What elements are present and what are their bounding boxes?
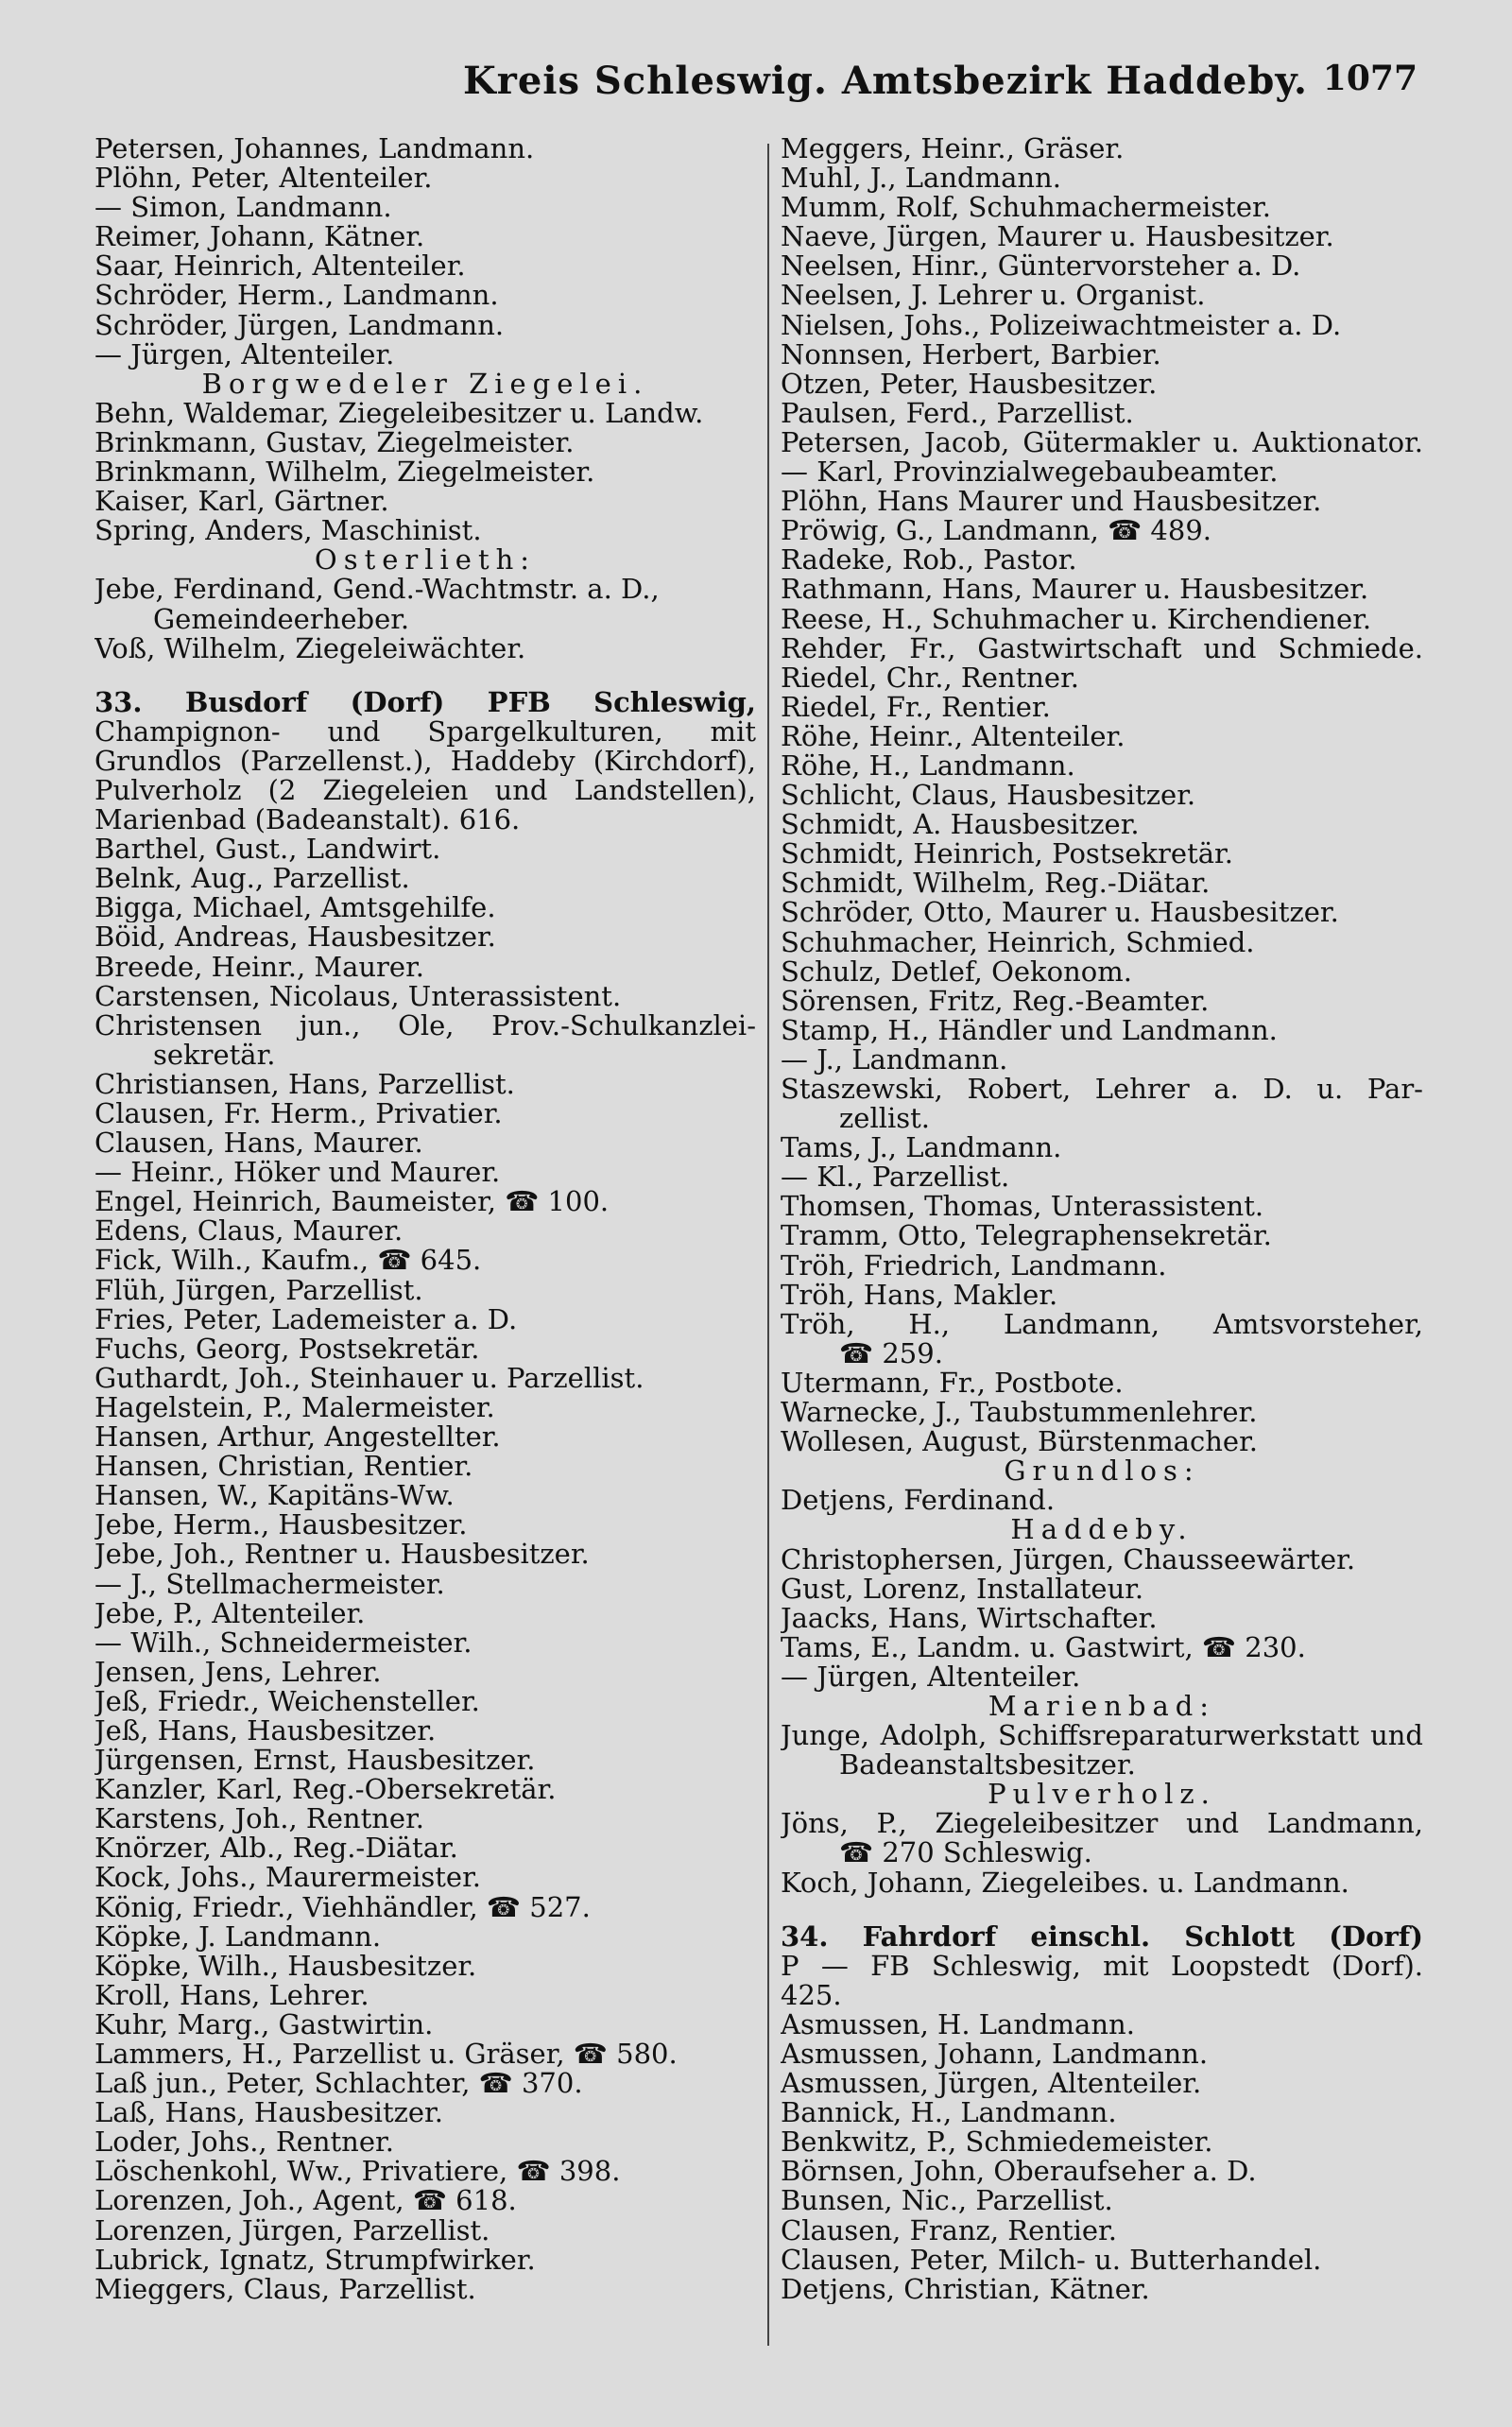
directory-entry: Hagelstein, P., Malermeister. — [94, 1392, 495, 1423]
directory-entry: Behn, Waldemar, Ziegeleibesitzer u. Landw. — [94, 398, 704, 428]
directory-entry: Rathmann, Hans, Maurer u. Hausbesitzer. — [781, 575, 1369, 605]
directory-entry: 34. Fahrdorf einschl. Schlott (Dorf) — [781, 1921, 1423, 1952]
directory-entry: Borgwedeler Ziegelei. — [201, 369, 649, 399]
directory-entry: Gust, Lorenz, Installateur. — [781, 1574, 1144, 1604]
directory-entry: Petersen, Jacob, Gütermakler u. Auktionator. — [781, 427, 1423, 458]
directory-entry: ☎ 270 Schleswig. — [839, 1838, 1092, 1868]
directory-entry: Plöhn, Hans Maurer und Hausbesitzer. — [781, 487, 1322, 517]
directory-entry: Osterlieth: — [314, 545, 537, 576]
directory-entry: Pulverholz (2 Ziegeleien und Landstellen), — [94, 775, 756, 806]
directory-entry: — Simon, Landmann. — [94, 193, 392, 223]
directory-entry: Clausen, Peter, Milch- u. Butterhandel. — [781, 2245, 1322, 2275]
directory-entry: Tröh, Hans, Makler. — [781, 1280, 1058, 1310]
directory-entry: Schulz, Detlef, Oekonom. — [781, 956, 1132, 987]
directory-entry: Jürgensen, Ernst, Hausbesitzer. — [94, 1746, 536, 1776]
directory-entry: Sörensen, Fritz, Reg.-Beamter. — [781, 986, 1210, 1016]
directory-entry: Mieggers, Claus, Parzellist. — [94, 2274, 476, 2304]
directory-entry: Jebe, P., Altenteiler. — [94, 1598, 366, 1628]
directory-entry: ☎ 259. — [839, 1338, 943, 1368]
directory-entry: Laß, Hans, Hausbesitzer. — [94, 2098, 443, 2128]
directory-entry: Köpke, J. Landmann. — [94, 1921, 382, 1952]
directory-entry: Reimer, Johann, Kätner. — [94, 222, 425, 252]
directory-entry: Hansen, Christian, Rentier. — [94, 1452, 473, 1482]
directory-entry: Pulverholz. — [988, 1780, 1216, 1810]
directory-entry: Riedel, Chr., Rentner. — [781, 663, 1079, 693]
directory-entry: Jebe, Herm., Hausbesitzer. — [94, 1510, 468, 1541]
directory-entry: Jaacks, Hans, Wirtschafter. — [781, 1603, 1158, 1633]
directory-entry: Schröder, Herm., Landmann. — [94, 281, 499, 311]
directory-entry: Breede, Heinr., Maurer. — [94, 952, 424, 982]
directory-entry: Wollesen, August, Bürstenmacher. — [781, 1427, 1258, 1457]
left-column — [94, 134, 756, 2304]
directory-entry: Bannick, H., Landmann. — [781, 2098, 1117, 2128]
directory-entry: Reese, H., Schuhmacher u. Kirchendiener. — [781, 604, 1372, 634]
directory-entry: 425. — [781, 1980, 842, 2010]
directory-entry: Jöns, P., Ziegeleibesitzer und Landmann, — [781, 1809, 1423, 1839]
directory-entry: Thomsen, Thomas, Unterassistent. — [781, 1192, 1264, 1222]
directory-entry: Stamp, H., Händler und Landmann. — [781, 1015, 1278, 1045]
directory-entry: Kaiser, Karl, Gärtner. — [94, 487, 389, 517]
directory-entry: Köpke, Wilh., Hausbesitzer. — [94, 1951, 477, 1981]
directory-entry: Kanzler, Karl, Reg.-Obersekretär. — [94, 1775, 557, 1805]
directory-entry: Marienbad (Badeanstalt). 616. — [94, 805, 521, 835]
directory-entry: Knörzer, Alb., Reg.-Diätar. — [94, 1833, 458, 1864]
directory-entry: — Heinr., Höker und Maurer. — [94, 1158, 501, 1188]
directory-entry: Meggers, Heinr., Gräser. — [781, 134, 1125, 164]
directory-entry: Koch, Johann, Ziegeleibes. u. Landmann. — [781, 1868, 1349, 1898]
directory-entry: — Jürgen, Altenteiler. — [94, 339, 395, 370]
directory-entry: Paulsen, Ferd., Parzellist. — [781, 398, 1134, 428]
directory-entry: Tröh, Friedrich, Landmann. — [781, 1250, 1167, 1281]
directory-entry: Karstens, Joh., Rentner. — [94, 1804, 424, 1834]
directory-entry: Spring, Anders, Maschinist. — [94, 516, 482, 546]
directory-entry: Röhe, Heinr., Altenteiler. — [781, 721, 1125, 751]
directory-entry: — Kl., Parzellist. — [781, 1162, 1010, 1193]
directory-entry: Kock, Johs., Maurermeister. — [94, 1863, 481, 1893]
directory-entry: Brinkmann, Gustav, Ziegelmeister. — [94, 427, 575, 458]
directory-entry: Marienbad: — [988, 1691, 1216, 1722]
directory-entry: Schmidt, Heinrich, Postsekretär. — [781, 839, 1233, 869]
directory-entry: Clausen, Fr. Herm., Privatier. — [94, 1099, 503, 1129]
directory-entry: Lorenzen, Jürgen, Parzellist. — [94, 2215, 490, 2246]
directory-entry: Petersen, Johannes, Landmann. — [94, 134, 535, 164]
directory-entry: Nonnsen, Herbert, Barbier. — [781, 339, 1161, 370]
directory-entry: Asmussen, H. Landmann. — [781, 2009, 1135, 2040]
directory-entry: P — FB Schleswig, mit Loopstedt (Dorf). — [781, 1951, 1423, 1981]
directory-entry: Brinkmann, Wilhelm, Ziegelmeister. — [94, 457, 595, 488]
directory-entry: Clausen, Hans, Maurer. — [94, 1128, 423, 1159]
directory-entry: 33. Busdorf (Dorf) PFB Schleswig, — [94, 687, 756, 717]
directory-entry: Guthardt, Joh., Steinhauer u. Parzellist. — [94, 1363, 644, 1393]
directory-entry: Tröh, H., Landmann, Amtsvorsteher, — [781, 1309, 1423, 1339]
directory-entry: Edens, Claus, Maurer. — [94, 1216, 404, 1247]
directory-entry: Belnk, Aug., Parzellist. — [94, 864, 410, 894]
directory-entry: Neelsen, J. Lehrer u. Organist. — [781, 281, 1206, 311]
directory-entry: Grundlos: — [1004, 1456, 1200, 1487]
directory-entry: Haddeby. — [1010, 1515, 1194, 1545]
directory-entry: Jebe, Ferdinand, Gend.-Wachtmstr. a. D., — [94, 575, 660, 605]
directory-entry: Hansen, W., Kapitäns-Ww. — [94, 1481, 455, 1511]
directory-entry: — Jürgen, Altenteiler. — [781, 1661, 1081, 1692]
directory-entry: Rehder, Fr., Gastwirtschaft und Schmiede. — [781, 633, 1423, 663]
directory-entry: Saar, Heinrich, Altenteiler. — [94, 251, 466, 282]
directory-entry: Radeke, Rob., Pastor. — [781, 545, 1077, 576]
directory-entry: Christiansen, Hans, Parzellist. — [94, 1069, 515, 1099]
directory-entry: Asmussen, Johann, Landmann. — [781, 2040, 1209, 2070]
directory-entry: Jeß, Friedr., Weichensteller. — [94, 1686, 480, 1716]
directory-entry: Gemeindeerheber. — [153, 604, 410, 634]
directory-entry: Riedel, Fr., Rentier. — [781, 692, 1051, 722]
directory-entry: Barthel, Gust., Landwirt. — [94, 835, 441, 865]
directory-entry: Kroll, Hans, Lehrer. — [94, 1980, 369, 2010]
page-header — [94, 59, 1418, 115]
directory-entry: Utermann, Fr., Postbote. — [781, 1368, 1124, 1399]
directory-entry: Laß jun., Peter, Schlachter, ☎ 370. — [94, 2069, 583, 2099]
directory-entry: Lorenzen, Joh., Agent, ☎ 618. — [94, 2186, 517, 2216]
directory-entry: Pröwig, G., Landmann, ☎ 489. — [781, 516, 1211, 546]
directory-entry: Tramm, Otto, Telegraphensekretär. — [781, 1221, 1272, 1251]
directory-entry: Otzen, Peter, Hausbesitzer. — [781, 369, 1158, 399]
directory-entry: sekretär. — [153, 1040, 276, 1070]
directory-entry: — Karl, Provinzialwegebaubeamter. — [781, 457, 1279, 488]
directory-entry: Detjens, Ferdinand. — [781, 1486, 1056, 1516]
directory-entry: Flüh, Jürgen, Parzellist. — [94, 1275, 423, 1305]
directory-entry: Fuchs, Georg, Postsekretär. — [94, 1334, 480, 1364]
directory-entry: Warnecke, J., Taubstummenlehrer. — [781, 1398, 1258, 1428]
directory-entry: Christensen jun., Ole, Prov.-Schulkanzlei- — [94, 1010, 756, 1041]
directory-entry: Neelsen, Hinr., Güntervorsteher a. D. — [781, 251, 1301, 282]
directory-entry: Junge, Adolph, Schiffsreparaturwerkstatt und — [781, 1721, 1423, 1751]
directory-entry: Jebe, Joh., Rentner u. Hausbesitzer. — [94, 1540, 590, 1570]
directory-entry: Schmidt, Wilhelm, Reg.-Diätar. — [781, 869, 1211, 899]
directory-entry: — Wilh., Schneidermeister. — [94, 1627, 472, 1658]
column-divider — [767, 144, 769, 2346]
directory-entry: Schuhmacher, Heinrich, Schmied. — [781, 927, 1255, 957]
directory-entry: Jeß, Hans, Hausbesitzer. — [94, 1715, 437, 1747]
directory-entry: König, Friedr., Viehhändler, ☎ 527. — [94, 1892, 591, 1922]
directory-entry: Fries, Peter, Lademeister a. D. — [94, 1304, 518, 1334]
directory-entry: Jensen, Jens, Lehrer. — [94, 1657, 382, 1687]
directory-entry: Loder, Johs., Rentner. — [94, 2127, 394, 2158]
directory-entry: Engel, Heinrich, Baumeister, ☎ 100. — [94, 1187, 610, 1217]
directory-entry: Bigga, Michael, Amtsgehilfe. — [94, 893, 496, 923]
page-number: 1077 — [1322, 59, 1418, 98]
directory-entry: Clausen, Franz, Rentier. — [781, 2215, 1117, 2246]
directory-entry: Plöhn, Peter, Altenteiler. — [94, 164, 433, 194]
directory-entry: Mumm, Rolf, Schuhmachermeister. — [781, 193, 1271, 223]
directory-entry: Böid, Andreas, Hausbesitzer. — [94, 922, 496, 953]
directory-entry: Lammers, H., Parzellist u. Gräser, ☎ 580. — [94, 2040, 678, 2070]
directory-entry: Schröder, Jürgen, Landmann. — [94, 310, 505, 340]
directory-entry: Schlicht, Claus, Hausbesitzer. — [781, 781, 1196, 811]
directory-entry: Detjens, Christian, Kätner. — [781, 2274, 1150, 2304]
directory-entry: Tams, J., Landmann. — [781, 1133, 1062, 1163]
directory-entry: Champignon- und Spargelkulturen, mit — [94, 716, 756, 747]
directory-entry: Löschenkohl, Ww., Privatiere, ☎ 398. — [94, 2157, 621, 2187]
directory-entry: Fick, Wilh., Kaufm., ☎ 645. — [94, 1246, 482, 1276]
directory-entry: Staszewski, Robert, Lehrer a. D. u. Par- — [781, 1075, 1423, 1105]
directory-entry: Christophersen, Jürgen, Chausseewärter. — [781, 1544, 1356, 1575]
directory-entry: Nielsen, Johs., Polizeiwachtmeister a. D. — [781, 310, 1342, 340]
directory-entry: zellist. — [839, 1104, 931, 1134]
directory-entry: Benkwitz, P., Schmiedemeister. — [781, 2127, 1213, 2158]
directory-entry: Kuhr, Marg., Gastwirtin. — [94, 2009, 434, 2040]
directory-entry: Carstensen, Nicolaus, Unterassistent. — [94, 981, 622, 1011]
running-title: Kreis Schleswig. Amtsbezirk Haddeby. — [463, 59, 1308, 103]
directory-entry: Muhl, J., Landmann. — [781, 164, 1061, 194]
directory-entry: Börnsen, John, Oberaufseher a. D. — [781, 2157, 1257, 2187]
directory-entry: Röhe, H., Landmann. — [781, 750, 1075, 782]
directory-entry: Schmidt, A. Hausbesitzer. — [781, 810, 1140, 840]
directory-entry: — J., Stellmachermeister. — [94, 1569, 445, 1599]
directory-entry: Voß, Wilhelm, Ziegeleiwächter. — [94, 633, 526, 663]
directory-entry: Lubrick, Ignatz, Strumpfwirker. — [94, 2245, 536, 2275]
directory-entry: Schröder, Otto, Maurer u. Hausbesitzer. — [781, 898, 1339, 928]
directory-entry: Hansen, Arthur, Angestellter. — [94, 1422, 501, 1453]
directory-entry: Tams, E., Landm. u. Gastwirt, ☎ 230. — [781, 1632, 1306, 1662]
directory-entry: — J., Landmann. — [781, 1044, 1008, 1075]
directory-entry: Bunsen, Nic., Parzellist. — [781, 2186, 1113, 2216]
right-column — [781, 134, 1423, 2304]
directory-entry: Badeanstaltsbesitzer. — [839, 1750, 1136, 1781]
directory-entry: Asmussen, Jürgen, Altenteiler. — [781, 2069, 1202, 2099]
directory-entry: Naeve, Jürgen, Maurer u. Hausbesitzer. — [781, 222, 1334, 252]
directory-entry: Grundlos (Parzellenst.), Haddeby (Kirchdorf), — [94, 746, 756, 776]
